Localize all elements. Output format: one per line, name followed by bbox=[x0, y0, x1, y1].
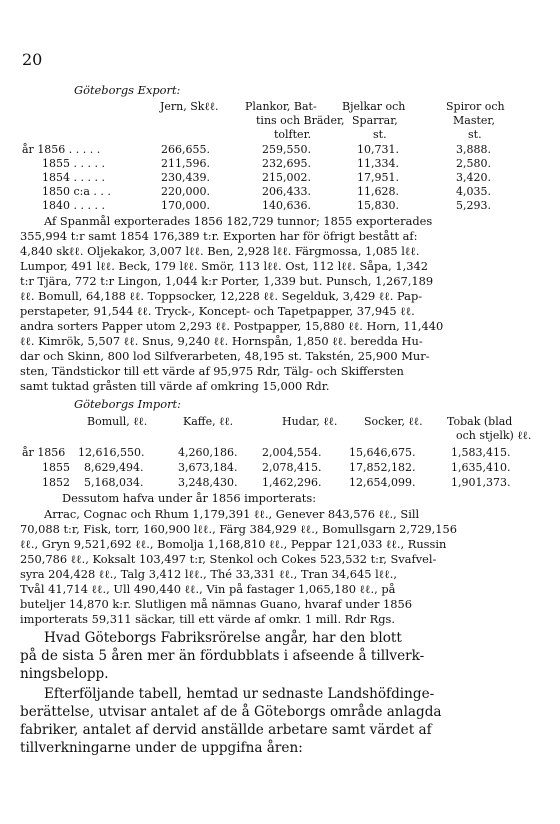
cell-jern: 266,655. bbox=[161, 143, 210, 156]
text-line: sten, Tändstickor till ett värde af 95,975 Rdr, Tälg- och Skiffersten bbox=[20, 364, 404, 378]
row-label: 1850 c:a . . . bbox=[42, 185, 111, 198]
text-line: Arrac, Cognac och Rhum 1,179,391 ℓℓ., Genever 843,576 ℓℓ., Sill bbox=[44, 507, 420, 521]
text-line: fabriker, antalet af dervid anställde arbetare samt värdet af bbox=[20, 722, 432, 738]
col-head-plankor: Plankor, Bat- bbox=[245, 100, 317, 113]
cell-tobak: 1,583,415. bbox=[451, 446, 511, 459]
text-line: Efterföljande tabell, hemtad ur sednaste Landshöfdinge- bbox=[44, 686, 435, 702]
text-line: samt tuktad gråsten till värde af omkring 15,000 Rdr. bbox=[20, 379, 330, 393]
cell-spiror: 2,580. bbox=[456, 157, 491, 170]
row-label: 1855 . . . . . bbox=[42, 157, 105, 170]
text-line: buteljer 14,870 k:r. Slutligen må nämnas Guano, hvaraf under 1856 bbox=[20, 597, 413, 611]
col-head-bomull: Bomull, ℓℓ. bbox=[87, 415, 148, 428]
col-head-tobak-2: och stjelk) ℓℓ. bbox=[456, 429, 532, 442]
cell-plankor: 206,433. bbox=[262, 185, 311, 198]
text-line: Hvad Göteborgs Fabriksrörelse angår, har den blott bbox=[44, 630, 402, 646]
cell-bomull: 5,168,034. bbox=[84, 476, 144, 489]
cell-hudar: 1,462,296. bbox=[262, 476, 322, 489]
cell-plankor: 259,550. bbox=[262, 143, 311, 156]
cell-bomull: 12,616,550. bbox=[78, 446, 145, 459]
cell-jern: 170,000. bbox=[161, 199, 210, 212]
text-line: syra 204,428 ℓℓ., Talg 3,412 lℓℓ., Thé 33,331 ℓℓ., Tran 34,645 lℓℓ., bbox=[20, 567, 397, 581]
cell-spiror: 3,888. bbox=[456, 143, 491, 156]
cell-socker: 12,654,099. bbox=[349, 476, 416, 489]
col-head-socker: Socker, ℓℓ. bbox=[364, 415, 423, 428]
text-line: ningsbelopp. bbox=[20, 666, 109, 682]
col-head-spiror-2: Master, bbox=[453, 114, 495, 127]
cell-hudar: 2,078,415. bbox=[262, 461, 322, 474]
col-head-bjelkar-3: st. bbox=[373, 128, 387, 141]
col-head-jern: Jern, Skℓℓ. bbox=[160, 100, 219, 113]
cell-spiror: 5,293. bbox=[456, 199, 491, 212]
cell-jern: 230,439. bbox=[161, 171, 210, 184]
cell-tobak: 1,901,373. bbox=[451, 476, 511, 489]
cell-kaffe: 3,673,184. bbox=[178, 461, 238, 474]
cell-bjelkar: 11,628. bbox=[357, 185, 399, 198]
col-head-bjelkar: Bjelkar och bbox=[342, 100, 406, 113]
col-head-plankor-3: tolfter. bbox=[274, 128, 312, 141]
cell-bjelkar: 11,334. bbox=[357, 157, 399, 170]
row-label: år 1856 bbox=[22, 446, 66, 459]
text-line: Tvål 41,714 ℓℓ., Ull 490,440 ℓℓ., Vin på fastager 1,065,180 ℓℓ., på bbox=[20, 582, 396, 596]
cell-jern: 211,596. bbox=[161, 157, 210, 170]
cell-kaffe: 4,260,186. bbox=[178, 446, 238, 459]
row-label: 1840 . . . . . bbox=[42, 199, 105, 212]
import-heading: Göteborgs Import: bbox=[74, 397, 181, 411]
text-line: Af Spanmål exporterades 1856 182,729 tunnor; 1855 exporterades bbox=[44, 214, 433, 228]
cell-spiror: 4,035. bbox=[456, 185, 491, 198]
cell-bjelkar: 15,830. bbox=[357, 199, 399, 212]
text-line: Lumpor, 491 lℓℓ. Beck, 179 lℓℓ. Smör, 113 lℓℓ. Ost, 112 lℓℓ. Såpa, 1,342 bbox=[20, 259, 428, 273]
text-line: importerats 59,311 säckar, till ett värde af omkr. 1 mill. Rdr Rgs. bbox=[20, 612, 395, 626]
page-number: 20 bbox=[22, 50, 43, 69]
col-head-spiror-3: st. bbox=[468, 128, 482, 141]
cell-socker: 17,852,182. bbox=[349, 461, 416, 474]
text-line: Dessutom hafva under år 1856 importerats: bbox=[62, 491, 317, 505]
text-line: 70,088 t:r, Fisk, torr, 160,900 lℓℓ., Färg 384,929 ℓℓ., Bomullsgarn 2,729,156 bbox=[20, 522, 458, 536]
col-head-hudar: Hudar, ℓℓ. bbox=[282, 415, 338, 428]
text-line: 250,786 ℓℓ., Koksalt 103,497 t:r, Stenkol och Cokes 523,532 t:r, Svafvel- bbox=[20, 552, 437, 566]
cell-plankor: 140,636. bbox=[262, 199, 311, 212]
text-line: andra sorters Papper utom 2,293 ℓℓ. Postpapper, 15,880 ℓℓ. Horn, 11,440 bbox=[20, 319, 444, 333]
cell-bjelkar: 10,731. bbox=[357, 143, 399, 156]
cell-jern: 220,000. bbox=[161, 185, 210, 198]
col-head-plankor-2: tins och Bräder, bbox=[256, 114, 345, 127]
row-label: 1855 bbox=[42, 461, 70, 474]
cell-socker: 15,646,675. bbox=[349, 446, 416, 459]
cell-spiror: 3,420. bbox=[456, 171, 491, 184]
text-line: tillverkningarne under de uppgifna åren: bbox=[20, 740, 303, 756]
text-line: ℓℓ. Kimrök, 5,507 ℓℓ. Snus, 9,240 ℓℓ. Hornspån, 1,850 ℓℓ. beredda Hu- bbox=[20, 334, 423, 348]
text-line: perstapeter, 91,544 ℓℓ. Tryck-, Koncept- och Tapetpapper, 37,945 ℓℓ. bbox=[20, 304, 415, 318]
col-head-bjelkar-2: Sparrar, bbox=[352, 114, 398, 127]
row-label: år 1856 . . . . . bbox=[22, 143, 101, 156]
text-line: ℓℓ., Gryn 9,521,692 ℓℓ., Bomolja 1,168,810 ℓℓ., Peppar 121,033 ℓℓ., Russin bbox=[20, 537, 447, 551]
text-line: på de sista 5 åren mer än fördubblats i afseende å tillverk- bbox=[20, 648, 425, 664]
cell-hudar: 2,004,554. bbox=[262, 446, 322, 459]
text-line: 355,994 t:r samt 1854 176,389 t:r. Exporten har för öfrigt bestått af: bbox=[20, 229, 418, 243]
row-label: 1852 bbox=[42, 476, 70, 489]
text-line: t:r Tjära, 772 t:r Lingon, 1,044 k:r Porter, 1,339 but. Punsch, 1,267,189 bbox=[20, 274, 434, 288]
text-line: berättelse, utvisar antalet af de å Göteborgs område anlagda bbox=[20, 704, 442, 720]
cell-bomull: 8,629,494. bbox=[84, 461, 144, 474]
cell-kaffe: 3,248,430. bbox=[178, 476, 238, 489]
col-head-kaffe: Kaffe, ℓℓ. bbox=[183, 415, 234, 428]
cell-plankor: 215,002. bbox=[262, 171, 311, 184]
col-head-tobak: Tobak (blad bbox=[447, 415, 513, 428]
cell-tobak: 1,635,410. bbox=[451, 461, 511, 474]
text-line: dar och Skinn, 800 lod Silfverarbeten, 48,195 st. Takstén, 25,900 Mur- bbox=[20, 349, 430, 363]
cell-plankor: 232,695. bbox=[262, 157, 311, 170]
export-heading: Göteborgs Export: bbox=[74, 83, 181, 97]
row-label: 1854 . . . . . bbox=[42, 171, 105, 184]
col-head-spiror: Spiror och bbox=[446, 100, 505, 113]
text-line: 4,840 skℓℓ. Oljekakor, 3,007 lℓℓ. Ben, 2,928 lℓℓ. Färgmossa, 1,085 lℓℓ. bbox=[20, 244, 420, 258]
text-line: ℓℓ. Bomull, 64,188 ℓℓ. Toppsocker, 12,228 ℓℓ. Segelduk, 3,429 ℓℓ. Pap- bbox=[20, 289, 423, 303]
cell-bjelkar: 17,951. bbox=[357, 171, 399, 184]
